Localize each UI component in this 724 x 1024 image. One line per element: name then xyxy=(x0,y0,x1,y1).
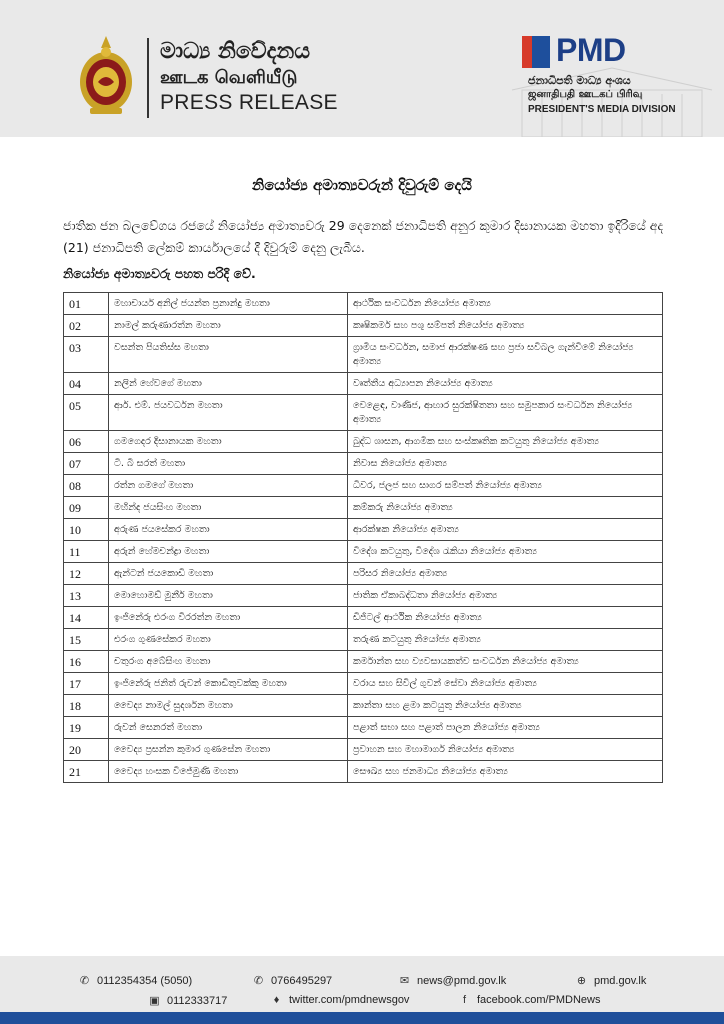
row-number: 14 xyxy=(64,607,109,629)
portfolio: ආර්ථික සංවර්ධන නියෝජ්‍ය අමාත්‍ය xyxy=(348,293,663,315)
row-number: 06 xyxy=(64,431,109,453)
row-number: 20 xyxy=(64,739,109,761)
portfolio: වරාය සහ සිවිල් ගුවන් සේවා නියෝජ්‍ය අමාත්‍ය xyxy=(348,673,663,695)
portfolio: වෘත්තීය අධ්‍යාපන නියෝජ්‍ය අමාත්‍ය xyxy=(348,373,663,395)
row-number: 05 xyxy=(64,395,109,431)
minister-name: වෛද්‍ය හංසක විජේමුණි මහතා xyxy=(109,761,348,783)
row-number: 13 xyxy=(64,585,109,607)
phone-icon: ✆ xyxy=(79,975,90,987)
minister-name: මොහොමඩ් මුනීර් මහතා xyxy=(109,585,348,607)
footer-phone-1-text: 0112354354 (5050) xyxy=(97,975,193,987)
row-number: 10 xyxy=(64,519,109,541)
footer-twitter-text: twitter.com/pmdnewsgov xyxy=(289,994,410,1006)
minister-name: මහින්ද ජයසිංහ මහතා xyxy=(109,497,348,519)
table-row xyxy=(64,337,663,373)
pmd-logo-red-block xyxy=(522,36,532,68)
intro-paragraph: ජාතික ජන බලවේගය රජයේ නියෝජ්‍ය අමාත්‍යවරු 29 දෙනෙක් ජනාධිපති අනුර කුමාර දිසානායක මහතා ඉදිරියේ අද (21) ජනාධිපති ලේකම් කාර්යාලයේ දී දිවුරුම් දෙනු ලැබීය. xyxy=(63,218,663,255)
twitter-icon: ♦ xyxy=(273,994,280,1006)
row-number: 07 xyxy=(64,453,109,475)
table-row xyxy=(64,563,663,585)
table-row xyxy=(64,761,663,783)
footer-fax[interactable] xyxy=(148,994,227,1007)
row-number: 16 xyxy=(64,651,109,673)
header-sinhala-title: මාධ්‍ය නිවේදනය xyxy=(160,39,311,64)
table-row xyxy=(64,475,663,497)
row-number: 03 xyxy=(64,337,109,373)
table-row xyxy=(64,541,663,563)
minister-name: රුවන් සෙනරත් මහතා xyxy=(109,717,348,739)
portfolio: ග්‍රාමීය සංවර්ධන, සමාජ ආරක්ෂණ සහ ප්‍රජා සවිබල ගැන්වීමේ නියෝජ්‍ය අමාත්‍ය xyxy=(348,337,663,373)
portfolio: නිවාස නියෝජ්‍ය අමාත්‍ය xyxy=(348,453,663,475)
minister-name: අරුන් හේමචන්ද්‍රා මහතා xyxy=(109,541,348,563)
header-tamil-title: ஊடக வெளியீடு xyxy=(160,67,298,88)
footer-email-text: news@pmd.gov.lk xyxy=(417,975,507,987)
minister-name: වෛද්‍ය ප්‍රසන්න කුමාර ගුණසේන මහතා xyxy=(109,739,348,761)
row-number: 01 xyxy=(64,293,109,315)
footer-phone-2-text: 0766495297 xyxy=(271,975,333,987)
footer-twitter[interactable] xyxy=(270,994,409,1006)
letterhead xyxy=(0,0,724,137)
table-row xyxy=(64,395,663,431)
table-row xyxy=(64,431,663,453)
minister-name: වසන්ත පියතිස්ස මහතා xyxy=(109,337,348,373)
footer-website[interactable] xyxy=(575,974,646,987)
table-row xyxy=(64,453,663,475)
pmd-logo-blue-block xyxy=(532,36,550,68)
table-row xyxy=(64,585,663,607)
row-number: 04 xyxy=(64,373,109,395)
portfolio: ජාතික ඒකාබද්ධතා නියෝජ්‍ය අමාත්‍ය xyxy=(348,585,663,607)
table-row xyxy=(64,497,663,519)
footer-fax-text: 0112333717 xyxy=(167,995,228,1007)
minister-name: ඉංජිනේරු ජනිත් රුවන් කොඩිතුවක්කු මහතා xyxy=(109,673,348,695)
footer-phone-1[interactable] xyxy=(78,974,192,987)
page-title: නියෝජ්‍ය අමාත්‍යවරුන් දිවුරුම් දෙයි xyxy=(252,176,472,194)
table-row xyxy=(64,519,663,541)
table-row xyxy=(64,717,663,739)
portfolio: සෞඛ්‍ය සහ ජනමාධ්‍ය නියෝජ්‍ය අමාත්‍ය xyxy=(348,761,663,783)
portfolio: කම්කරු නියෝජ්‍ය අමාත්‍ය xyxy=(348,497,663,519)
row-number: 19 xyxy=(64,717,109,739)
table-row xyxy=(64,739,663,761)
portfolio: ඩිජිටල් ආර්ථික නියෝජ්‍ය අමාත්‍ය xyxy=(348,607,663,629)
minister-name: ඇන්ටන් ජයකොඩි මහතා xyxy=(109,563,348,585)
email-icon: ✉ xyxy=(399,975,410,987)
minister-name: නලින් හේවගේ මහතා xyxy=(109,373,348,395)
header-titles xyxy=(160,38,338,116)
national-emblem-icon xyxy=(76,32,136,118)
table-row xyxy=(64,651,663,673)
row-number: 21 xyxy=(64,761,109,783)
table-row xyxy=(64,315,663,337)
portfolio: කර්මාන්ත සහ ව්‍යවසායකත්ව සංවර්ධන නියෝජ්‍ය අමාත්‍ය xyxy=(348,651,663,673)
portfolio: ආරක්ෂක නියෝජ්‍ය අමාත්‍ය xyxy=(348,519,663,541)
fax-icon: ▣ xyxy=(149,995,160,1007)
table-row xyxy=(64,293,663,315)
portfolio: කාන්තා සහ ළමා කටයුතු නියෝජ්‍ය අමාත්‍ය xyxy=(348,695,663,717)
row-number: 08 xyxy=(64,475,109,497)
header-english-title: PRESS RELEASE xyxy=(160,91,338,114)
portfolio: පළාත් සභා සහ පළාත් පාලන නියෝජ්‍ය අමාත්‍ය xyxy=(348,717,663,739)
pmd-english-name: PRESIDENT'S MEDIA DIVISION xyxy=(528,104,676,115)
footer-facebook[interactable] xyxy=(458,994,601,1006)
footer-website-text: pmd.gov.lk xyxy=(594,975,647,987)
row-number: 15 xyxy=(64,629,109,651)
facebook-icon: f xyxy=(462,994,467,1006)
footer-facebook-text: facebook.com/PMDNews xyxy=(477,994,601,1006)
minister-name: චතුරංග අබේසිංහ මහතා xyxy=(109,651,348,673)
pmd-tamil-name: ஜனாதிபதி ஊடகப் பிரிவு xyxy=(528,89,643,100)
pmd-logo-text: PMD xyxy=(556,32,626,68)
row-number: 11 xyxy=(64,541,109,563)
phone-icon: ✆ xyxy=(253,975,264,987)
footer-accent-bar xyxy=(0,1012,724,1024)
portfolio: ප්‍රවාහන සහ මහාමාර්ග නියෝජ්‍ය අමාත්‍ය xyxy=(348,739,663,761)
minister-name: ඉංජිනේරු එරංග වීරරත්න මහතා xyxy=(109,607,348,629)
table-row xyxy=(64,607,663,629)
minister-name: රත්න ගමගේ මහතා xyxy=(109,475,348,497)
row-number: 18 xyxy=(64,695,109,717)
portfolio: බුද්ධ ශාසන, ආගමික සහ සංස්කෘතික කටයුතු නියෝජ්‍ය අමාත්‍ය xyxy=(348,431,663,453)
minister-name: වෛද්‍ය නාමල් සුදර්ශන මහතා xyxy=(109,695,348,717)
minister-name: එරංග ගුණසේකර මහතා xyxy=(109,629,348,651)
table-row xyxy=(64,695,663,717)
footer-email[interactable] xyxy=(398,974,506,987)
table-row xyxy=(64,373,663,395)
row-number: 17 xyxy=(64,673,109,695)
table-body xyxy=(64,293,663,783)
minister-name: ටී. බී සරත් මහතා xyxy=(109,453,348,475)
pmd-sinhala-name: ජනාධිපති මාධ්‍ය අංශය xyxy=(528,74,631,87)
portfolio: කෘෂිකර්ම සහ පශු සම්පත් නියෝජ්‍ය අමාත්‍ය xyxy=(348,315,663,337)
row-number: 12 xyxy=(64,563,109,585)
list-heading: නියෝජ්‍ය අමාත්‍යවරු පහත පරිදි වේ. xyxy=(63,266,256,281)
minister-name: ආර්. එම්. ජයවර්ධන මහතා xyxy=(109,395,348,431)
minister-name: මහාචාර්ය අනිල් ජයන්ත ප්‍රනාන්දු මහතා xyxy=(109,293,348,315)
globe-icon: ⊕ xyxy=(576,975,587,987)
table-row xyxy=(64,629,663,651)
portfolio: පරිසර නියෝජ්‍ය අමාත්‍ය xyxy=(348,563,663,585)
row-number: 09 xyxy=(64,497,109,519)
table-row xyxy=(64,673,663,695)
minister-name: නාමල් කරුණාරත්න මහතා xyxy=(109,315,348,337)
deputy-ministers-table xyxy=(63,292,663,783)
minister-name: ගමගෙදර දිසානායක මහතා xyxy=(109,431,348,453)
header-divider xyxy=(147,38,149,118)
portfolio: වෙළෙඳ, වාණිජ, ආහාර සුරක්ෂිතතා සහ සමුපකාර සංවර්ධන නියෝජ්‍ය අමාත්‍ය xyxy=(348,395,663,431)
footer-phone-2[interactable] xyxy=(252,974,332,987)
portfolio: තරුණ කටයුතු නියෝජ්‍ය අමාත්‍ය xyxy=(348,629,663,651)
row-number: 02 xyxy=(64,315,109,337)
portfolio: විදේශ කටයුතු, විදේශ රැකියා නියෝජ්‍ය අමාත්‍ය xyxy=(348,541,663,563)
portfolio: ධීවර, ජලජ සහ සාගර සම්පත් නියෝජ්‍ය අමාත්‍ය xyxy=(348,475,663,497)
minister-name: අරුණ ජයසේකර මහතා xyxy=(109,519,348,541)
